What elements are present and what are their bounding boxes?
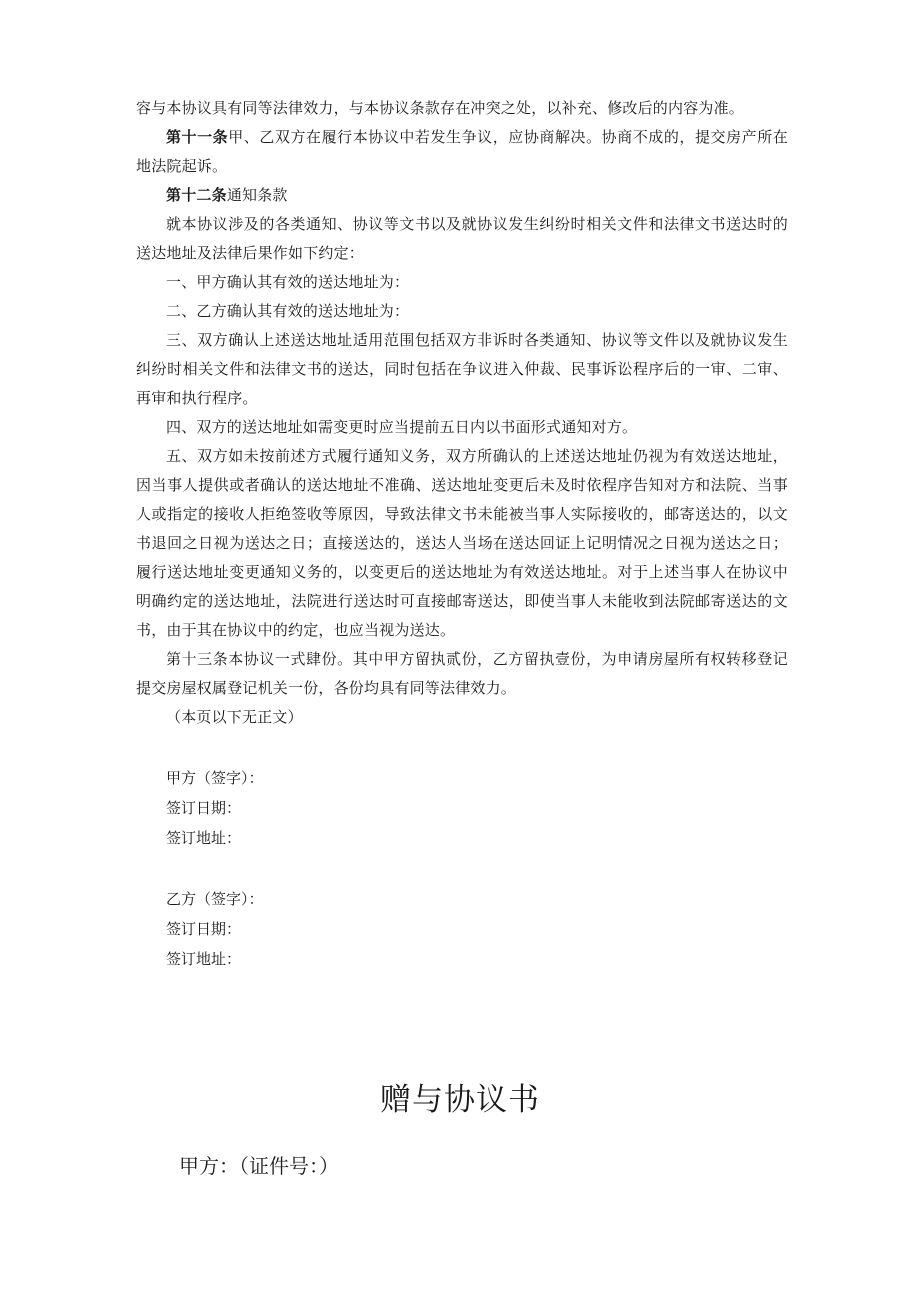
paragraph-article-13: 第十三条本协议一式肆份。其中甲方留执贰份，乙方留执壹份，为申请房屋所有权转移登记提交房屋权属登记机关一份，各份均具有同等法律效力。 [136,650,788,697]
paragraph-notice-1: 一、甲方确认其有效的送达地址为： [166,273,410,291]
sign-date-label: 签订日期： [166,920,242,938]
paragraph-notice-3: 三、双方确认上述送达地址适用范围包括双方非诉时各类通知、协议等文件以及就协议发生纠纷时相关文件和法律文书的送达，同时包括在争议进入仲裁、民事诉讼程序后的一审、二审、再审和执行程序。 [136,331,788,407]
paragraph-notice-5: 五、双方如未按前述方式履行通知义务，双方所确认的上述送达地址仍视为有效送达地址，因当事人提供或者确认的送达地址不准确、送达地址变更后未及时依程序告知对方和法院、当事人或指定的接收人拒绝签收等原因，导致法律文书未能被当事人实际接收的，邮寄送达的，以文书退回之日视为送达之日；直接送达的，送达人当场在送达回证上记明情况之日视为送达之日；履行送达地址变更通知义务的，以变更后的送达地址为有效送达地址。对于上述当事人在协议中明确约定的送达地址，法院进行送达时可直接邮寄送达，即使当事人未能收到法院邮寄送达的文书，由于其在协议中的约定，也应当视为送达。 [136,447,788,639]
paragraph-article-12: 第十二条通知条款 [166,186,288,204]
sign-date-label: 签订日期： [166,799,242,817]
paragraph-notice-4: 四、双方的送达地址如需变更时应当提前五日内以书面形式通知对方。 [166,418,638,436]
spacer [136,853,788,884]
document-title: 赠与协议书 [380,1082,540,1118]
signature-label: 甲方（签字）： [166,769,264,787]
article-heading: 第十二条 [166,186,227,204]
sign-address-label: 签订地址： [166,829,242,847]
paragraph-notice-2: 二、乙方确认其有效的送达地址为： [166,302,410,320]
paragraph-notice-intro: 就本协议涉及的各类通知、协议等文书以及就协议发生纠纷时相关文件和法律文书送达时的送达地址及法律后果作如下约定： [136,215,788,262]
article-heading: 第十一条 [166,128,229,146]
document-body [136,94,788,974]
signature-party-a [136,763,788,853]
signature-label: 乙方（签字）： [166,890,264,908]
sign-address-label: 签订地址： [166,950,242,968]
paragraph-continuation: 容与本协议具有同等法律效力，与本协议条款存在冲突之处，以补充、修改后的内容为准。 [136,99,745,117]
signature-party-b [136,884,788,974]
paragraph-no-more-text: （本页以下无正文） [166,708,303,726]
party-a-line: 甲方：（证件号：） [179,1154,339,1178]
paragraph-article-11: 第十一条甲、乙双方在履行本协议中若发生争议，应协商解决。协商不成的，提交房产所在地法院起诉。 [136,128,788,175]
paragraph-list [136,94,788,732]
